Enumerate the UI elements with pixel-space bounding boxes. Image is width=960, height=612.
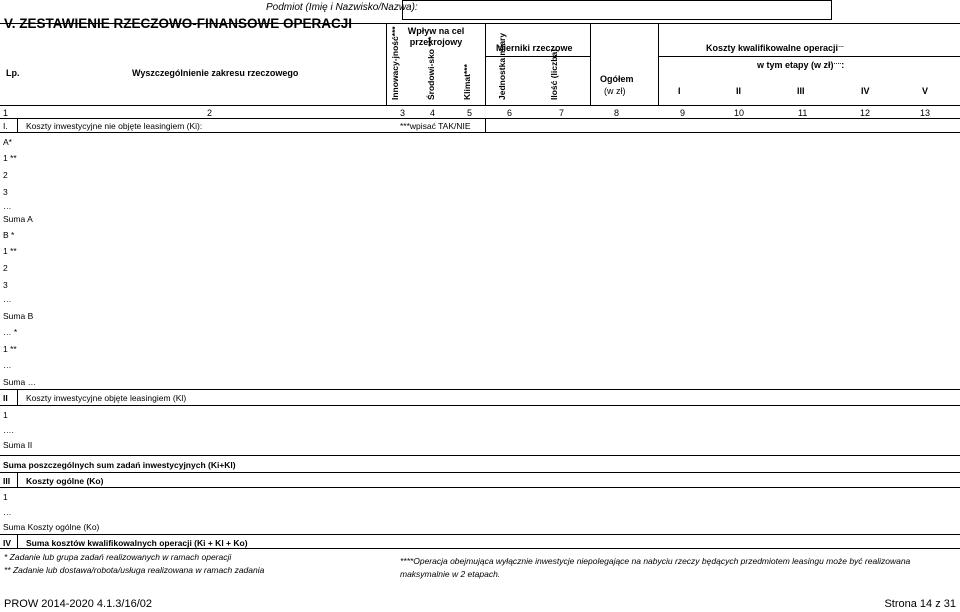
footnote-1: * Zadanie lub grupa zadań realizowanych w ramach operacji [4, 552, 232, 562]
ilosc-header: Ilość (liczba) [549, 48, 559, 100]
footnote-3: ****Operacja obejmująca wyłącznie inwestycje niepolegające na nabyciu rzeczy będących przedmiotem leasingu może być realizowana maksymalnie w 2 etapach. [400, 556, 911, 579]
klimat-header: Klimat*** [462, 64, 472, 100]
colnum-13: 13 [920, 108, 931, 118]
list-item: 1 [3, 410, 8, 420]
list-item: …. [3, 425, 14, 435]
colnum-1: 1 [3, 108, 9, 118]
ogolem-unit: (w zł) [604, 86, 626, 96]
row-iii-text: Koszty ogólne (Ko) [26, 476, 104, 486]
etap-5-header: V [922, 86, 929, 96]
list-item: … [3, 294, 12, 304]
colnum-11: 11 [798, 108, 808, 118]
list-item: … * [3, 327, 18, 337]
section-title: V. ZESTAWIENIE RZECZOWO-FINANSOWE OPERACJI [4, 16, 353, 31]
etap-2-header: II [736, 86, 742, 96]
list-item: 3 [3, 280, 8, 290]
list-item: B * [3, 230, 15, 240]
list-item: 1 ** [3, 246, 17, 256]
etap-4-header: IV [861, 86, 870, 96]
row-iv-num: IV [3, 538, 12, 548]
list-item: 1 ** [3, 344, 17, 354]
wyszczegolnienie-header: Wyszczególnienie zakresu rzeczowego [132, 68, 299, 78]
list-item: … [3, 507, 12, 517]
row-i-text: Koszty inwestycyjne nie objęte leasingiem (Ki): [26, 121, 203, 131]
list-item: … [3, 201, 12, 211]
table-header [0, 23, 960, 106]
row-ii-text: Koszty inwestycyjne objęte leasingiem (Kl) [26, 393, 187, 403]
colnum-9: 9 [680, 108, 686, 118]
koszty-kwal-header: Koszty kwalifikowalne operacji… [706, 43, 845, 53]
mierniki-header: Mierniki rzeczowe [496, 43, 573, 53]
podmiot-field[interactable] [402, 0, 832, 20]
colnum-10: 10 [734, 108, 745, 118]
colnum-12: 12 [860, 108, 871, 118]
row-iv-text: Suma kosztów kwalifikowalnych operacji (Ki + Kl + Ko) [26, 538, 248, 548]
list-item: … [3, 360, 12, 370]
sum-row: Suma A [3, 214, 33, 224]
footer-right: Strona 14 z 31 [884, 598, 956, 610]
innowacyjnosc-header: Innowacy-jność*** [390, 26, 400, 100]
list-item: 1 ** [3, 153, 17, 163]
jednostka-header: Jednostka miary [497, 32, 507, 100]
colnum-6: 6 [507, 108, 513, 118]
colnum-8: 8 [614, 108, 620, 118]
etap-3-header: III [797, 86, 805, 96]
row-i-note: ***wpisać TAK/NIE [400, 121, 471, 131]
lp-header: Lp. [6, 68, 20, 78]
ogolem-header: Ogółem [600, 74, 634, 84]
list-item: 2 [3, 170, 8, 180]
podmiot-label: Podmiot (Imię i Nazwisko/Nazwa): [266, 2, 418, 13]
w-tym-etapy-header: w tym etapy (w zł)….: [757, 60, 845, 70]
sum-row: Suma B [3, 311, 34, 321]
etap-1-header: I [678, 86, 681, 96]
colnum-3: 3 [400, 108, 406, 118]
suma-poszczegolnych: Suma poszczególnych sum zadań inwestycyjnych (Ki+Kl) [3, 460, 236, 470]
row-iii-num: III [3, 476, 11, 486]
colnum-5: 5 [467, 108, 473, 118]
wplyw-header: Wpływ na cel przekrojowy [407, 26, 465, 47]
row-ii-num: II [3, 393, 8, 403]
sum-row: Suma Koszty ogólne (Ko) [3, 522, 100, 532]
sum-row: Suma II [3, 440, 33, 450]
row-i-num: I. [3, 121, 8, 131]
footer-left: PROW 2014-2020 4.1.3/16/02 [4, 598, 152, 610]
colnum-7: 7 [559, 108, 565, 118]
list-item: 3 [3, 187, 8, 197]
srodowisko-header: Środowi-sko *** [426, 36, 436, 100]
footnote-2: ** Zadanie lub dostawa/robota/usługa realizowana w ramach zadania [4, 565, 265, 575]
list-item: 1 [3, 492, 8, 502]
list-item: A* [3, 137, 12, 147]
list-item: 2 [3, 263, 8, 273]
colnum-4: 4 [430, 108, 436, 118]
sum-row: Suma … [3, 377, 37, 387]
colnum-2: 2 [207, 108, 213, 118]
